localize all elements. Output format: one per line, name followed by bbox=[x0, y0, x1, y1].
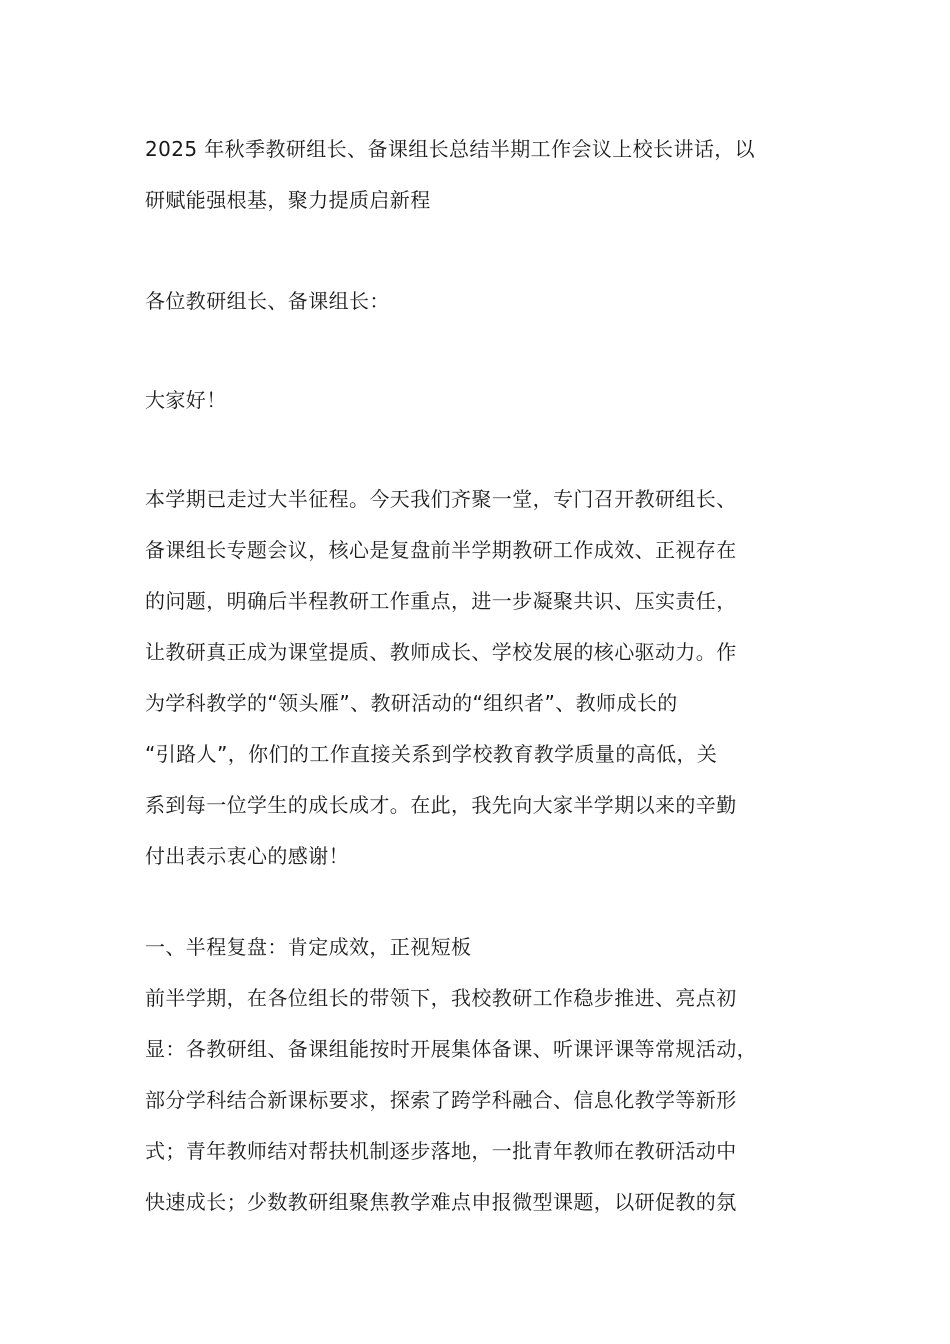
section-heading: 一、半程复盘：肯定成效，正视短板 bbox=[145, 935, 472, 959]
intro-paragraph bbox=[145, 474, 845, 882]
paragraph-line: 前半学期，在各位组长的带领下，我校教研工作稳步推进、亮点初 bbox=[145, 986, 737, 1010]
document-title bbox=[145, 124, 845, 226]
paragraph-line: 为学科教学的“领头雁”、教研活动的“组织者”、教师成长的 bbox=[145, 691, 678, 715]
greeting-text: 大家好！ bbox=[145, 388, 227, 412]
paragraph-line: 让教研真正成为课堂提质、教师成长、学校发展的核心驱动力。作 bbox=[145, 640, 737, 664]
paragraph-line: 显：各教研组、备课组能按时开展集体备课、听课评课等常规活动， bbox=[145, 1037, 757, 1061]
paragraph-line: 式；青年教师结对帮扶机制逐步落地，一批青年教师在教研活动中 bbox=[145, 1139, 737, 1163]
paragraph-line: “引路人”，你们的工作直接关系到学校教育教学质量的高低，关 bbox=[145, 742, 718, 766]
paragraph-line: 部分学科结合新课标要求，探索了跨学科融合、信息化教学等新形 bbox=[145, 1088, 737, 1112]
salutation bbox=[145, 276, 845, 327]
paragraph-line: 付出表示衷心的感谢！ bbox=[145, 844, 349, 868]
paragraph-line: 的问题，明确后半程教研工作重点，进一步凝聚共识、压实责任， bbox=[145, 589, 737, 613]
paragraph-line: 备课组长专题会议，核心是复盘前半学期教研工作成效、正视存在 bbox=[145, 538, 737, 562]
title-line: 研赋能强根基，聚力提质启新程 bbox=[145, 188, 431, 212]
section-one bbox=[145, 922, 845, 1228]
greeting bbox=[145, 375, 845, 426]
paragraph-line: 系到每一位学生的成长成才。在此，我先向大家半学期以来的辛勤 bbox=[145, 793, 737, 817]
paragraph-line: 快速成长；少数教研组聚焦教学难点申报微型课题，以研促教的氛 bbox=[145, 1190, 737, 1214]
title-line: 2025 年秋季教研组长、备课组长总结半期工作会议上校长讲话，以 bbox=[145, 137, 756, 161]
salutation-text: 各位教研组长、备课组长： bbox=[145, 289, 390, 313]
paragraph-line: 本学期已走过大半征程。今天我们齐聚一堂，专门召开教研组长、 bbox=[145, 487, 737, 511]
